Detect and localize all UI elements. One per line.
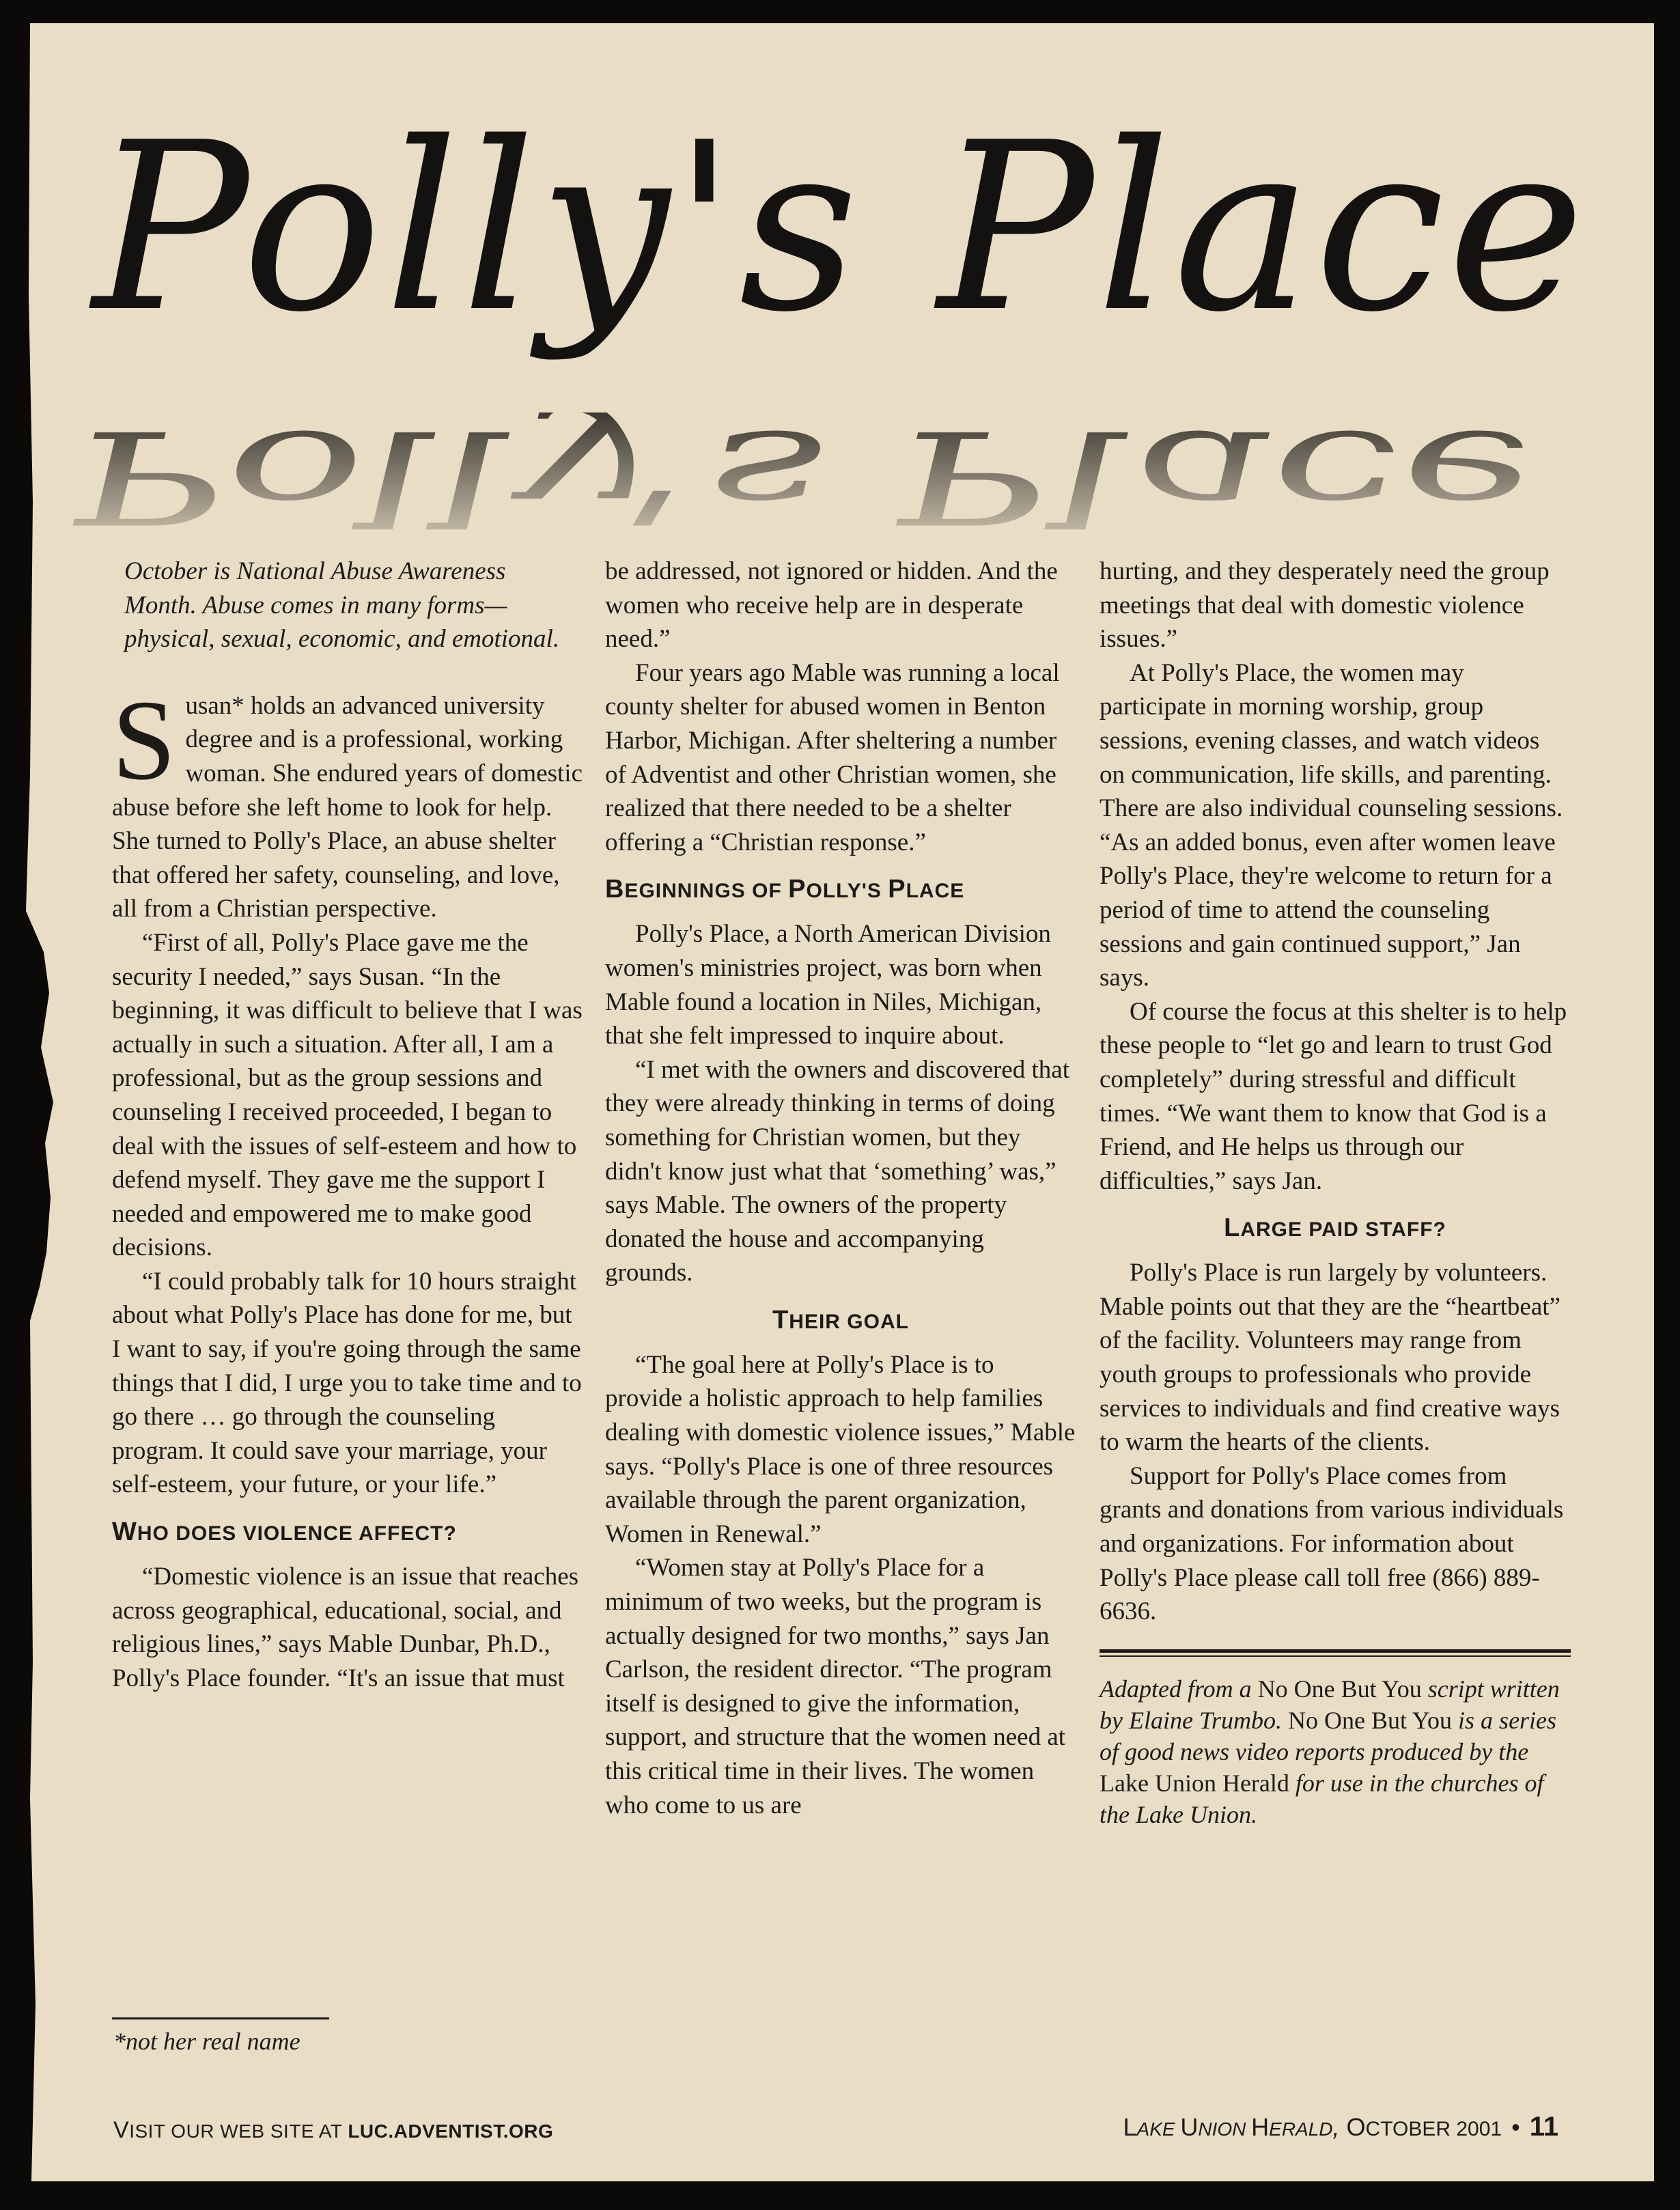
page-number: 11 — [1529, 2112, 1558, 2142]
paragraph: Polly's Place, a North American Division women's ministries project, was born when Mable found a location in Niles, Michigan, that she felt impressed to inquire about. — [605, 920, 1051, 1050]
intro-text: October is National Abuse Awareness Month. Abuse comes in many forms—physical, sexual, economic, and emotional. — [124, 557, 560, 654]
section-heading-goal: THEIR GOAL — [772, 1305, 909, 1334]
paragraph: “First of all, Polly's Place gave me the security I needed,” says Susan. “In the beginning, it was difficult to believe that I was actually in such a situation. After all, I am a professional, but as the group sessions and counseling I received proceeded, I began to deal with the issues of self-esteem and how to defend myself. They gave me the support I needed and empowered me to make good decisions. — [112, 928, 583, 1262]
footnote: *not her real name — [113, 2028, 300, 2055]
title-block — [26, 23, 1654, 551]
paragraph: At Polly's Place, the women may participate in morning worship, group sessions, evening classes, and watch videos on communication, life skills, and parenting. There are also individual counseling sessions. “As an added bonus, even after women leave Polly's Place, they're welcome to return for a period of time to attend the counseling sessions and gain continued support,” Jan says. — [1100, 658, 1563, 992]
footer-publication: LAKE UNION HERALD, OCTOBER 2001 • 11 — [1123, 2112, 1558, 2142]
website-url[interactable]: LUC.ADVENTIST.ORG — [348, 2121, 554, 2142]
paragraph: “The goal here at Polly's Place is to provide a holistic approach to help families dealing with domestic violence issues,” Mable says. “Polly's Place is one of three resources available through the parent organization, Women in Renewal.” — [605, 1350, 1076, 1548]
paragraph: Of course the focus at this shelter is to help these people to “let go and learn to trust God completely” during stressful and difficult times. “We want them to know that God is a Friend, and He helps us through our difficulties,” says Jan. — [1100, 997, 1567, 1195]
magazine-page — [26, 23, 1654, 2181]
opening-text: usan* holds an advanced university degree and is a professional, working woman. She endured years of domestic abuse before she left home to look for help. She turned to Polly's Place, an abuse shelter that offered her safety, counseling, and love, all from a Christian perspective. — [112, 691, 583, 923]
page-title: Polly's Place — [92, 93, 1588, 363]
column-3 — [1100, 555, 1571, 1830]
bullet-separator: • — [1511, 2113, 1520, 2141]
opening-paragraph — [112, 676, 583, 926]
paragraph: be addressed, not ignored or hidden. And the women who receive help are in desperate need.” — [605, 557, 1058, 654]
section-heading-beginnings: BEGINNINGS OF POLLY'S PLACE — [605, 875, 965, 904]
drop-cap: S — [112, 676, 176, 804]
double-rule-divider — [1100, 1649, 1571, 1657]
paragraph: “Women stay at Polly's Place for a minimum of two weeks, but the program is actually designed for two months,” says Jan Carlson, the resident director. “The program itself is designed to give the information, support, and structure that the women need at this critical time in their lives. The women who come to us are — [605, 1554, 1066, 1819]
footnote-rule — [112, 2017, 329, 2019]
paragraph: “I could probably talk for 10 hours straight about what Polly's Place has done for me, but I want to say, if you're going through the same things that I did, I urge you to take time and to go there … go through the counseling program. It could save your marriage, your self-esteem, your future, or your life.” — [112, 1267, 582, 1499]
footer-website: VISIT OUR WEB SITE AT LUC.ADVENTIST.ORG — [113, 2117, 554, 2143]
column-2 — [605, 555, 1076, 1822]
paragraph: Support for Polly's Place comes from grants and donations from various individuals and organizations. For information about Polly's Place please call toll free (866) 889-6636. — [1100, 1461, 1564, 1626]
paragraph: Four years ago Mable was running a local county shelter for abused women in Benton Harbor, Michigan. After sheltering a number of Adventist and other Christian women, she realized that there needed to be a shelter offering a “Christian response.” — [605, 658, 1060, 856]
column-1 — [112, 555, 583, 1695]
section-heading-who: WHO DOES VIOLENCE AFFECT? — [112, 1517, 457, 1547]
paragraph: Polly's Place is run largely by volunteers. Mable points out that they are the “heartbeat” of the facility. Volunteers may range from youth groups to professionals who provide services to individuals and find creative ways to warm the hearts of the clients. — [1100, 1259, 1560, 1457]
paragraph: “I met with the owners and discovered that they were already thinking in terms of doing something for Christian women, but they didn't know just what that ‘something’ was,” says Mable. The owners of the property donated the house and accompanying grounds. — [605, 1055, 1069, 1287]
section-heading-staff: LARGE PAID STAFF? — [1224, 1214, 1446, 1243]
paragraph: “Domestic violence is an issue that reaches across geographical, educational, social, and religious lines,” says Mable Dunbar, Ph.D., Polly's Place founder. “It's an issue that must — [112, 1563, 579, 1692]
credit-note: Adapted from a No One But You script written by Elaine Trumbo. No One But You is a series of good news video reports produced by the Lake Union Herald for use in the churches of the Lake Union. — [1100, 1675, 1560, 1828]
paragraph: hurting, and they desperately need the group meetings that deal with domestic violence issues.” — [1100, 557, 1550, 654]
title-reflection: Polly's Place — [26, 412, 1654, 540]
